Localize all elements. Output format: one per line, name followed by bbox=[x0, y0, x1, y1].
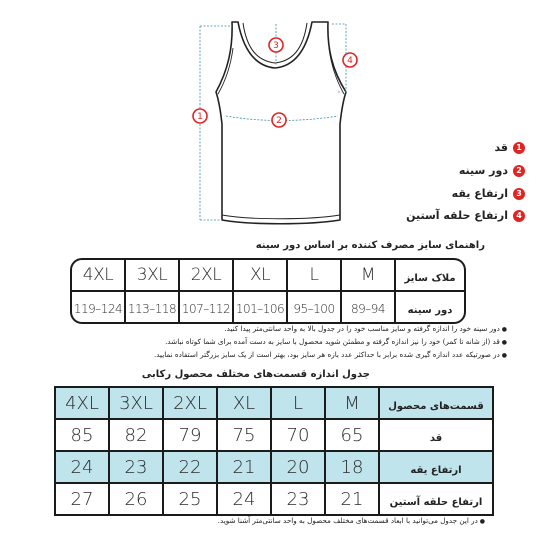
note-text: دور سینه خود را اندازه گرفته و سایز مناسب خود را در جدول بالا به واحد سانتی‌متر پیدا کنید. bbox=[224, 324, 500, 333]
marker-4 bbox=[343, 53, 357, 67]
chest-value-cell bbox=[288, 292, 342, 324]
marker-1 bbox=[193, 109, 207, 123]
armhole-value: 26 bbox=[124, 488, 148, 510]
chest-value-cell bbox=[126, 292, 180, 324]
armhole-row-label: ارتفاع حلقه آستین bbox=[389, 496, 483, 508]
chest-value-cell bbox=[342, 292, 396, 324]
neck-height-value: 22 bbox=[178, 456, 202, 478]
size-header: M bbox=[344, 392, 360, 414]
legend-item-neck bbox=[452, 187, 525, 200]
size-header-cell bbox=[272, 386, 326, 420]
chest-value-cell bbox=[234, 292, 288, 324]
neck-height-value: 18 bbox=[340, 456, 364, 478]
marker-3 bbox=[269, 38, 283, 52]
chest-range: 113–118 bbox=[127, 301, 177, 316]
value-cell bbox=[326, 420, 380, 452]
table-row bbox=[54, 484, 494, 516]
value-cell bbox=[54, 484, 110, 516]
size-header: 2XL bbox=[173, 392, 207, 414]
value-cell bbox=[164, 452, 218, 484]
size-header-cell bbox=[70, 258, 126, 292]
marker-2-label: 2 bbox=[276, 116, 282, 126]
row-label-cell bbox=[380, 420, 494, 452]
legend-label: ارتفاع حلقه آستین bbox=[406, 209, 508, 222]
marker-1-label: 1 bbox=[197, 112, 203, 122]
value-cell bbox=[110, 420, 164, 452]
chest-range: 101–106 bbox=[235, 301, 285, 316]
size-header: 3XL bbox=[119, 392, 153, 414]
product-measurements-title: جدول اندازه قسمت‌های مختلف محصول رکابی bbox=[141, 369, 370, 380]
size-header: L bbox=[292, 392, 304, 414]
value-cell bbox=[218, 484, 272, 516]
value-cell bbox=[326, 452, 380, 484]
armhole-value: 25 bbox=[178, 488, 202, 510]
value-cell bbox=[164, 420, 218, 452]
table-row bbox=[54, 386, 494, 420]
product-measurements-table bbox=[54, 386, 494, 516]
legend-item-armhole bbox=[406, 209, 525, 222]
note-text: در این جدول می‌توانید با ابعاد قسمت‌های مختلف محصول به واحد سانتی‌متر آشنا شوید. bbox=[217, 516, 478, 525]
table-row bbox=[70, 258, 466, 292]
note-line: ● در صورتیکه عدد اندازه گیری شده برابر با حداکثر عدد بازه هر سایز بود، بهتر است از یک سایز بزرگتر استفاده نمایید. bbox=[154, 350, 507, 359]
size-header: M bbox=[360, 265, 376, 285]
legend-number: 4 bbox=[513, 210, 525, 222]
size-header: 4XL bbox=[82, 265, 114, 285]
height-value: 65 bbox=[340, 424, 364, 446]
size-header: 4XL bbox=[65, 392, 99, 414]
value-cell bbox=[164, 484, 218, 516]
neck-height-value: 21 bbox=[232, 456, 256, 478]
row-label-cell bbox=[380, 386, 494, 420]
legend-label: قد bbox=[494, 141, 508, 154]
table-row bbox=[54, 452, 494, 484]
legend-number: 1 bbox=[513, 142, 525, 154]
neck-height-value: 24 bbox=[70, 456, 94, 478]
value-cell bbox=[110, 452, 164, 484]
table-row bbox=[70, 292, 466, 324]
chest-value-cell bbox=[180, 292, 234, 324]
note-line: ● دور سینه خود را اندازه گرفته و سایز مناسب خود را در جدول بالا به واحد سانتی‌متر پیدا کنید. bbox=[224, 324, 507, 333]
row-label-cell bbox=[380, 452, 494, 484]
size-header: 3XL bbox=[136, 265, 168, 285]
armhole-value: 21 bbox=[340, 488, 364, 510]
neck-height-row-label: ارتفاع یقه bbox=[410, 464, 462, 476]
height-value: 70 bbox=[286, 424, 310, 446]
marker-4-label: 4 bbox=[347, 56, 353, 66]
note-line: ● در این جدول می‌توانید با ابعاد قسمت‌های مختلف محصول به واحد سانتی‌متر آشنا شوید. bbox=[217, 516, 485, 525]
legend-label: دور سینه bbox=[458, 164, 508, 177]
armhole-value: 24 bbox=[232, 488, 256, 510]
height-row-label: قد bbox=[429, 432, 443, 444]
size-criterion-label: ملاک سایز bbox=[404, 272, 456, 284]
size-header: L bbox=[309, 265, 319, 285]
chest-row-label: دور سینه bbox=[407, 304, 453, 316]
size-header-cell bbox=[326, 386, 380, 420]
size-header: XL bbox=[232, 392, 256, 414]
size-header-cell bbox=[342, 258, 396, 292]
tank-top-illustration bbox=[180, 8, 380, 230]
product-parts-label: قسمت‌های محصول bbox=[388, 400, 484, 412]
note-line: ● قد (از شانه تا کمر) خود را نیز اندازه گرفته و مطمئن شوید محصول با سایز به دست آمده برای شما کوتاه نباشد. bbox=[165, 337, 507, 346]
value-cell bbox=[54, 452, 110, 484]
size-header-cell bbox=[110, 386, 164, 420]
size-header-cell bbox=[218, 386, 272, 420]
size-header-cell bbox=[54, 386, 110, 420]
value-cell bbox=[272, 484, 326, 516]
value-cell bbox=[218, 452, 272, 484]
neck-height-value: 23 bbox=[124, 456, 148, 478]
value-cell bbox=[54, 420, 110, 452]
size-header: 2XL bbox=[190, 265, 222, 285]
size-header-cell bbox=[288, 258, 342, 292]
size-header-cell bbox=[234, 258, 288, 292]
value-cell bbox=[218, 420, 272, 452]
legend-item-height bbox=[494, 141, 525, 154]
value-cell bbox=[272, 452, 326, 484]
size-header-cell bbox=[180, 258, 234, 292]
legend-number: 3 bbox=[513, 188, 525, 200]
row-label-cell bbox=[380, 484, 494, 516]
size-guide-table bbox=[70, 258, 466, 324]
size-header-cell bbox=[126, 258, 180, 292]
height-value: 85 bbox=[70, 424, 94, 446]
row-label-cell bbox=[396, 258, 466, 292]
neck-height-value: 20 bbox=[286, 456, 310, 478]
value-cell bbox=[110, 484, 164, 516]
size-header-cell bbox=[164, 386, 218, 420]
marker-2 bbox=[272, 113, 286, 127]
table-row bbox=[54, 420, 494, 452]
note-text: در صورتیکه عدد اندازه گیری شده برابر با حداکثر عدد بازه هر سایز بود، بهتر است از یک سایز بزرگتر استفاده نمایید. bbox=[154, 350, 500, 359]
value-cell bbox=[272, 420, 326, 452]
size-header: XL bbox=[249, 265, 271, 285]
armhole-value: 27 bbox=[70, 488, 94, 510]
chest-range: 95–100 bbox=[293, 301, 335, 316]
size-guide-title: راهنمای سایز مصرف کننده بر اساس دور سینه bbox=[255, 240, 485, 251]
legend-item-chest bbox=[459, 164, 525, 177]
chest-range: 119–124 bbox=[73, 301, 123, 316]
note-text: قد (از شانه تا کمر) خود را نیز اندازه گرفته و مطمئن شوید محصول با سایز به دست آمده برای شما کوتاه نباشد. bbox=[165, 337, 500, 346]
height-value: 79 bbox=[178, 424, 202, 446]
legend-label: ارتفاع یقه bbox=[451, 187, 508, 200]
chest-range: 107–112 bbox=[181, 301, 231, 316]
marker-3-label: 3 bbox=[273, 41, 279, 51]
value-cell bbox=[326, 484, 380, 516]
row-label-cell bbox=[396, 292, 466, 324]
chest-value-cell bbox=[70, 292, 126, 324]
armhole-value: 23 bbox=[286, 488, 310, 510]
height-value: 75 bbox=[232, 424, 256, 446]
legend-number: 2 bbox=[513, 165, 525, 177]
height-value: 82 bbox=[124, 424, 148, 446]
chest-range: 89–94 bbox=[350, 301, 386, 316]
